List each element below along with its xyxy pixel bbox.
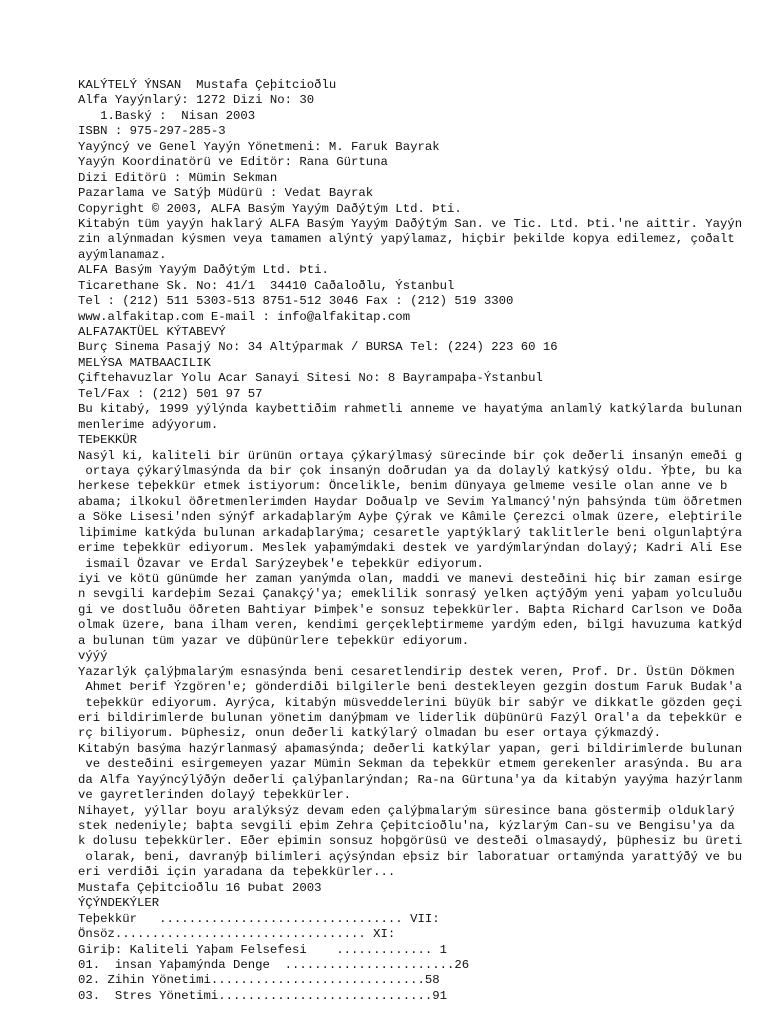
text-line: a bulunan tüm yazar ve düþünürlere teþekkür ediyorum. <box>78 633 470 648</box>
text-line: www.alfakitap.com E-mail : info@alfakitap.com <box>78 309 411 324</box>
text-line: liþimime katkýda bulunan arkadaþlarýma; cesaretle yaptýklarý taklitlerle beni olgunlaþtýra <box>78 525 743 540</box>
text-line: KALÝTELÝ ÝNSAN Mustafa Çeþitcioðlu <box>78 78 337 92</box>
text-line: herkese teþekkür etmek istiyorum: Öncelikle, benim dünyaya gelmeme vesile olan anne ve b <box>78 479 728 494</box>
text-line: ismail Özavar ve Erdal Sarýzeybek'e teþekkür ediyorum. <box>78 556 484 571</box>
text-line: 01. insan Yaþamýnda Denge .......................26 <box>78 957 470 972</box>
text-line: Nihayet, yýllar boyu aralýksýz devam eden çalýþmalarým süresince bana göstermiþ olduklarý <box>78 803 735 818</box>
text-line: ayýmlanamaz. <box>78 247 167 262</box>
text-line: da Alfa Yayýncýlýðýn deðerli çalýþanlarýndan; Ra-na Gürtuna'ya da kitabýn yayýma hazýrlanm <box>78 772 743 787</box>
text-line: teþekkür ediyorum. Ayrýca, kitabýn müsveddelerini büyük bir sabýr ve dikkatle gözden geçi <box>78 695 743 710</box>
text-line: Bu kitabý, 1999 yýlýnda kaybettiðim rahmetli anneme ve hayatýma anlamlý katkýlarda bulunan <box>78 402 743 417</box>
text-line: Copyright © 2003, ALFA Basým Yayým Daðýtým Ltd. Þti. <box>78 201 462 216</box>
text-line: ALFA7AKTÜEL KÝTABEVÝ <box>78 325 226 339</box>
text-line: Mustafa Çeþitcioðlu 16 Þubat 2003 <box>78 880 322 895</box>
text-line: Kitabýn basýma hazýrlanmasý aþamasýnda; deðerli katkýlar yapan, geri bildirimlerde bulunan <box>78 741 743 756</box>
text-line: ISBN : 975-297-285-3 <box>78 124 226 139</box>
text-line: Ahmet Þerif Ýzgören'e; gönderdiði bilgilerle beni destekleyen gezgin dostum Faruk Budak'a <box>78 680 743 695</box>
text-line: ÝÇÝNDEKÝLER <box>78 896 160 911</box>
text-line: menlerime adýyorum. <box>78 417 219 432</box>
text-line: Tel/Fax : (212) 501 97 57 <box>78 386 263 401</box>
text-line: erime teþekkür ediyorum. Meslek yaþamýmdaki destek ve yardýmlarýndan dolayý; Kadri Ali Ese <box>78 541 743 556</box>
text-line: olmak üzere, bana ilham veren, kendimi gerçekleþtirmeme yardým eden, bilgi havuzuma katkýd <box>78 618 743 633</box>
text-line: Dizi Editörü : Mümin Sekman <box>78 170 278 185</box>
text-line: eri bildirimlerde bulunan yönetim danýþmam ve liderlik düþünürü Fazýl Oral'a da teþekkür e <box>78 710 743 725</box>
text-line: stek nedeniyle; baþta sevgili eþim Zehra Çeþitcioðlu'na, kýzlarým Can-su ve Bengisu'ya da <box>78 819 735 833</box>
text-line: iyi ve kötü günümde her zaman yanýmda olan, maddi ve manevi desteðini hiç bir zaman esirge <box>78 572 743 586</box>
text-line: a Söke Lisesi'nden sýnýf arkadaþlarým Ayþe Çýrak ve Kâmile Çerezci olmak üzere, eleþtirile <box>78 510 743 525</box>
text-line: 02. Zihin Yönetimi.............................58 <box>78 973 440 988</box>
text-line: TEÞEKKÜR <box>78 433 138 448</box>
text-line: rç biliyorum. Þüphesiz, onun deðerli katkýlarý olmadan bu eser ortaya çýkmazdý. <box>78 726 661 741</box>
text-line: 03. Stres Yönetimi.............................91 <box>78 988 447 1003</box>
text-line: gi ve dostluðu öðreten Bahtiyar Þimþek'e sonsuz teþekkürler. Baþta Richard Carlson ve Doða <box>78 602 743 617</box>
text-line: Yazarlýk çalýþmalarým esnasýnda beni cesaretlendirip destek veren, Prof. Dr. Üstün Dökmen <box>78 664 735 679</box>
text-line: Nasýl ki, kaliteli bir ürünün ortaya çýkarýlmasý sürecinde bir çok deðerli insanýn emeði g <box>78 448 743 463</box>
text-line: k dolusu teþekkürler. Eðer eþimin sonsuz hoþgörüsü ve desteði olmasaydý, þüphesiz bu üreti <box>78 834 743 849</box>
text-line: ortaya çýkarýlmasýnda da bir çok insanýn doðrudan ya da dolaylý katkýsý oldu. Ýþte, bu ka <box>78 463 743 478</box>
text-line: Pazarlama ve Satýþ Müdürü : Vedat Bayrak <box>78 186 374 201</box>
text-line: Teþekkür ................................. VII: <box>78 911 440 926</box>
text-line: ALFA Basým Yayým Daðýtým Ltd. Þti. <box>78 263 329 278</box>
text-line: Çiftehavuzlar Yolu Acar Sanayi Sitesi No: 8 Bayrampaþa-Ýstanbul <box>78 371 543 386</box>
text-line: zin alýnmadan kýsmen veya tamamen alýntý yapýlamaz, hiçbir þekilde kopya edilemez, çoðalt <box>78 232 735 247</box>
text-line: Alfa Yayýnlarý: 1272 Dizi No: 30 <box>78 93 315 108</box>
text-line: Önsöz.................................. XI: <box>78 927 396 942</box>
text-line: Giriþ: Kaliteli Yaþam Felsefesi ............. 1 <box>78 942 447 957</box>
text-line: 1.Baský : Nisan 2003 <box>78 108 256 123</box>
text-line: Tel : (212) 511 5303-513 8751-512 3046 Fax : (212) 519 3300 <box>78 294 514 309</box>
document-page <box>78 78 768 1008</box>
text-line: eri verdiði için yaradana da teþekkürler... <box>78 865 396 880</box>
text-line: MELÝSA MATBAACILIK <box>78 355 211 370</box>
text-line: výýý <box>78 649 108 664</box>
text-line: ve desteðini esirgemeyen yazar Mümin Sekman da teþekkür etmem gerekenler arasýnda. Bu ara <box>78 757 743 772</box>
text-line: Yayýncý ve Genel Yayýn Yönetmeni: M. Faruk Bayrak <box>78 139 440 154</box>
text-line: abama; ilkokul öðretmenlerimden Haydar Doðualp ve Sevim Yalmancý'nýn þahsýnda tüm öðretmen <box>78 494 743 509</box>
text-line: n sevgili kardeþim Sezai Çanakçý'ya; emeklilik sonrasý yelken açtýðým yeni yaþam yolculuðu <box>78 587 743 602</box>
text-line: Ticarethane Sk. No: 41/1 34410 Caðaloðlu, Ýstanbul <box>78 278 455 293</box>
text-line: ve gayretlerinden dolayý teþekkürler. <box>78 788 352 803</box>
text-line: Burç Sinema Pasajý No: 34 Altýparmak / BURSA Tel: (224) 223 60 16 <box>78 340 558 355</box>
text-line: Kitabýn tüm yayýn haklarý ALFA Basým Yayým Daðýtým San. ve Tic. Ltd. Þti.'ne aittir. Yayýn <box>78 216 743 231</box>
text-line: Yayýn Koordinatörü ve Editör: Rana Gürtuna <box>78 155 388 170</box>
text-line: olarak, beni, davranýþ bilimleri açýsýndan eþsiz bir laboratuar ortamýnda yarattýðý ve bu <box>78 849 743 864</box>
